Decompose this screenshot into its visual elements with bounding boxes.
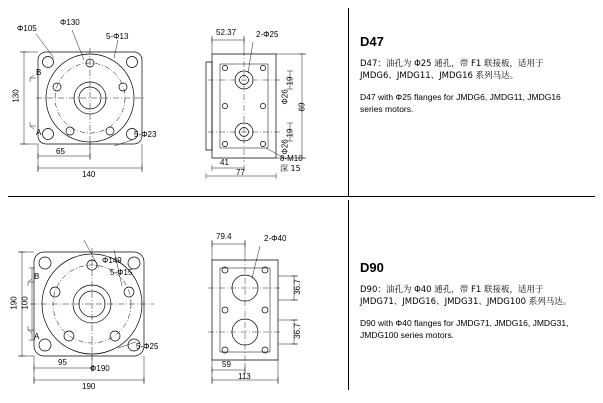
label-d90-dia190: Φ190 <box>90 364 110 373</box>
d47-desc-cn: D47：油孔为 Φ25 通孔，带 F1 联接板，适用于 JMDG6、JMDG11、JMDG16 系列马达。 <box>360 59 544 81</box>
label-d90-dim190v: 190 <box>9 296 19 310</box>
label-d90-dia149: Φ149 <box>102 256 122 265</box>
label-d47-depth: 深 15 <box>280 164 301 173</box>
section-d47 <box>0 0 603 196</box>
label-d90-dim59: 59 <box>222 360 231 369</box>
d47-side-view <box>198 18 328 178</box>
d90-desc-cn: D90：油孔为 Φ40 通孔，带 F1 联接板，适用于 JMDG71、JMDG16、JMDG31、JMDG100 系列马达。 <box>360 285 572 307</box>
section-d90 <box>0 200 603 400</box>
label-d90-bolt5x15: 5-Φ15 <box>110 268 133 277</box>
label-d90-bolt5x25: 5-Φ25 <box>136 342 159 351</box>
label-d47-dia130: Φ130 <box>60 18 80 27</box>
d90-side-view <box>198 220 328 390</box>
label-d47-dim130: 130 <box>11 89 21 103</box>
label-d90-dim367-1: 36.7 <box>292 279 302 295</box>
d47-desc-en: D47 with Φ25 flanges for JMDG6, JMDG11, JMDG16 series motors. <box>360 92 561 114</box>
d90-front-view <box>9 220 204 391</box>
label-d47-mark-b: B <box>36 68 42 77</box>
label-d47-dim19-2: 19 <box>285 128 295 138</box>
label-d47-dim77: 77 <box>236 168 245 177</box>
section-divider <box>8 196 595 197</box>
d47-info-panel <box>360 34 575 124</box>
label-d90-mark-b: B <box>34 272 40 281</box>
label-d47-bolt5x23: 5-Φ23 <box>134 130 157 139</box>
label-d47-top5237: 52.37 <box>216 28 237 37</box>
label-d47-mark-a: A <box>36 128 42 137</box>
d47-front-view <box>11 18 184 179</box>
label-d90-dim113: 113 <box>238 372 251 381</box>
label-d47-dim19-1: 19 <box>285 76 295 86</box>
label-d47-bolt5x13: 5-Φ13 <box>106 32 129 41</box>
label-d90-dim367-2: 36.7 <box>292 323 302 339</box>
label-d47-holes2x25: 2-Φ25 <box>256 30 279 39</box>
label-d90-mark-a: A <box>34 332 40 341</box>
d90-desc-en: D90 with Φ40 flanges for JMDG71, JMDG16, JMDG31, JMDG100 series motors. <box>360 318 569 340</box>
vertical-divider-top <box>348 8 349 196</box>
label-d90-dim190h: 190 <box>82 382 96 391</box>
label-d47-d26-1: Φ26 <box>280 89 290 105</box>
label-d90-dim95: 95 <box>58 358 67 367</box>
label-d47-dim65: 65 <box>56 147 65 156</box>
d47-title: D47 <box>360 34 384 49</box>
label-d90-top794: 79.4 <box>216 232 232 241</box>
label-d47-dim69: 69 <box>297 102 307 112</box>
label-d47-dim41: 41 <box>220 158 229 167</box>
d90-title: D90 <box>360 260 384 275</box>
label-d90-holes2x40: 2-Φ40 <box>264 234 287 243</box>
label-d47-thread: 8-M10 <box>280 154 303 163</box>
label-d47-dia105: Φ105 <box>17 24 37 33</box>
label-d90-dim100: 100 <box>20 296 30 310</box>
d90-info-panel <box>360 260 575 350</box>
label-d47-d26-2: Φ26 <box>280 139 290 155</box>
label-d47-dim140: 140 <box>82 170 96 179</box>
